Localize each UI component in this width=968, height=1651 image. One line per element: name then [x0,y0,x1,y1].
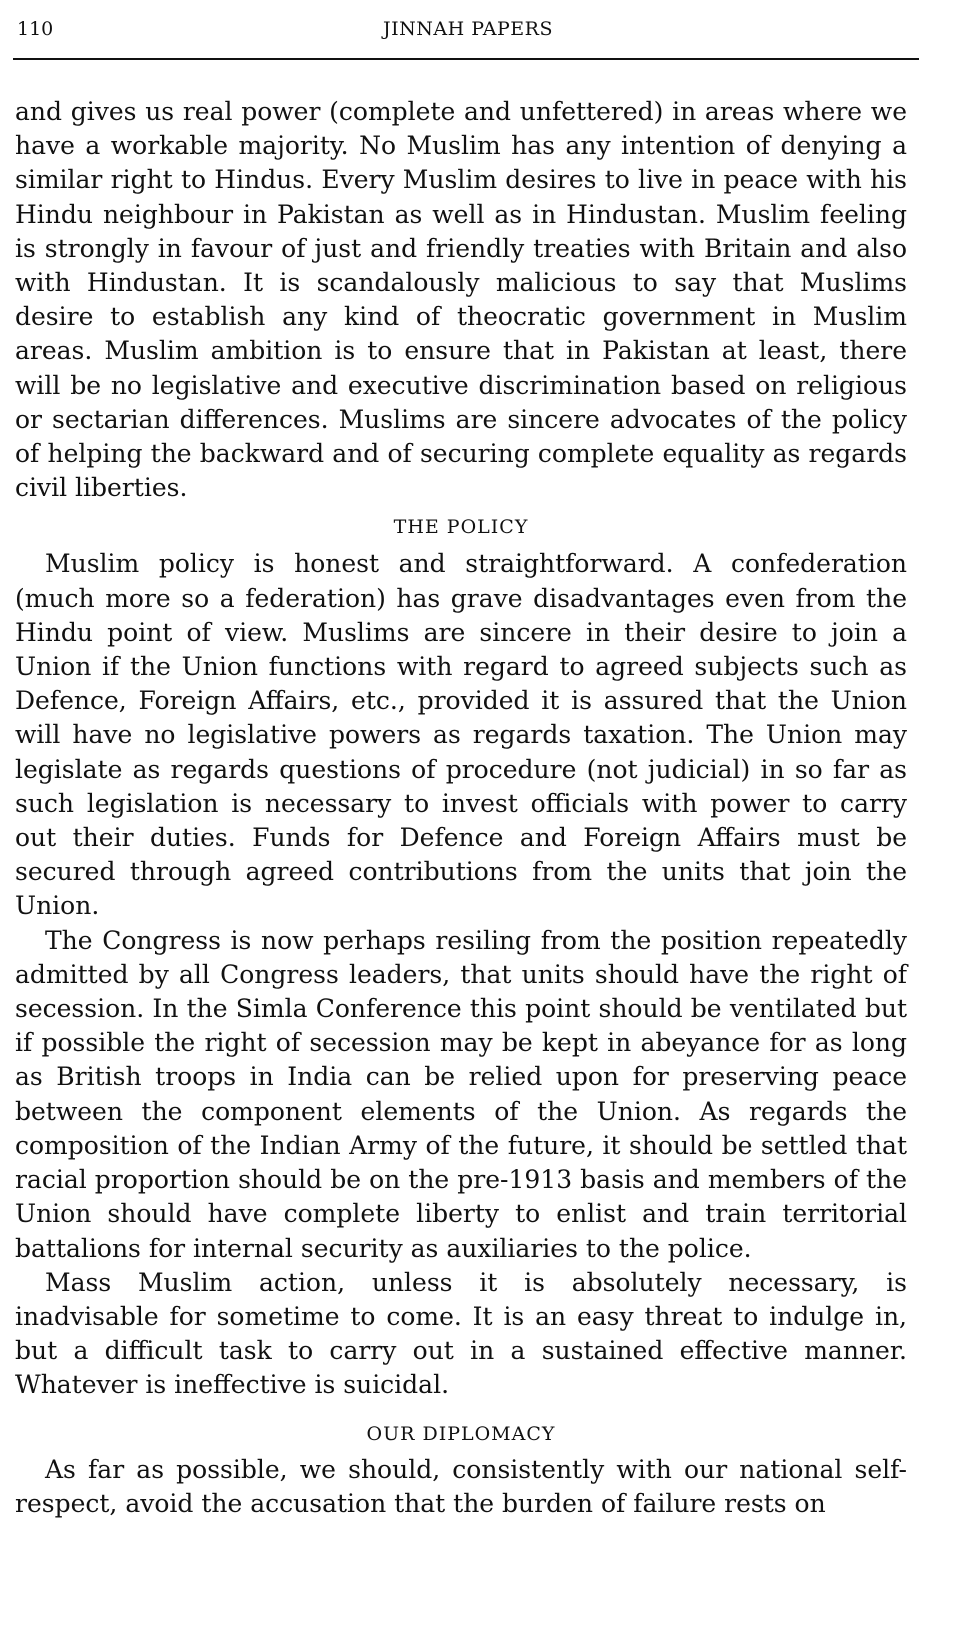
section-heading-policy: THE POLICY [393,516,529,539]
paragraph-continued: and gives us real power (complete and unfettered) in areas where we have a workable majority. No Muslim has any intention of denying a similar right to Hindus. Every Muslim desires to live in peace with his Hindu neighbour in Pakistan as well as in Hindustan. Muslim feeling is strongly in favour of just and friendly treaties with Britain and also with Hindustan. It is scandalously malicious to say that Muslims desire to establish any kind of theocratic government in Muslim areas. Muslim ambition is to ensure that in Pakistan at least, there will be no legislative and executive discrimination based on religious or sectarian differences. Muslims are sincere advocates of the policy of helping the backward and of securing complete equality as regards civil liberties. [15,97,907,503]
running-head: JINNAH PAPERS [383,18,553,40]
section-heading-diplomacy: OUR DIPLOMACY [366,1422,556,1445]
header-rule [13,58,919,60]
paragraph-policy: Muslim policy is honest and straightforward. A confederation (much more so a federation) has grave disadvantages even from the Hindu point of view. Muslims are sincere in their desire to join a Union if the Union functions with regard to agreed subjects such as Defence, Foreign Affairs, etc., provided it is assured that the Union will have no legislative powers as regards taxation. The Union may legislate as regards questions of procedure (not judicial) in so far as such legislation is necessary to invest officials with power to carry out their duties. Funds for Defence and Foreign Affairs must be secured through agreed contributions from the units that join the Union. [15,549,907,921]
page-number: 110 [17,18,54,40]
paragraph-diplomacy: As far as possible, we should, consistently with our national self-respect, avoid the accusation that the burden of failure rests on [15,1454,907,1518]
paragraph-mass-action: Mass Muslim action, unless it is absolutely necessary, is inadvisable for sometime to come. It is an easy threat to indulge in, but a difficult task to carry out in a sustained effective manner. Whatever is ineffective is suicidal. [15,1267,907,1400]
page-body [15,95,907,1521]
page-header [0,0,968,70]
paragraph-congress: The Congress is now perhaps resiling from the position repeatedly admitted by all Congress leaders, that units should have the right of secession. In the Simla Conference this point should be ventilated but if possible the right of secession may be kept in abeyance for as long as British troops in India can be relied upon for preserving peace between the component elements of the Union. As regards the composition of the Indian Army of the future, it should be settled that racial proportion should be on the pre-1913 basis and members of the Union should have complete liberty to enlist and train territorial battalions for internal security as auxiliaries to the police. [15,925,907,1263]
